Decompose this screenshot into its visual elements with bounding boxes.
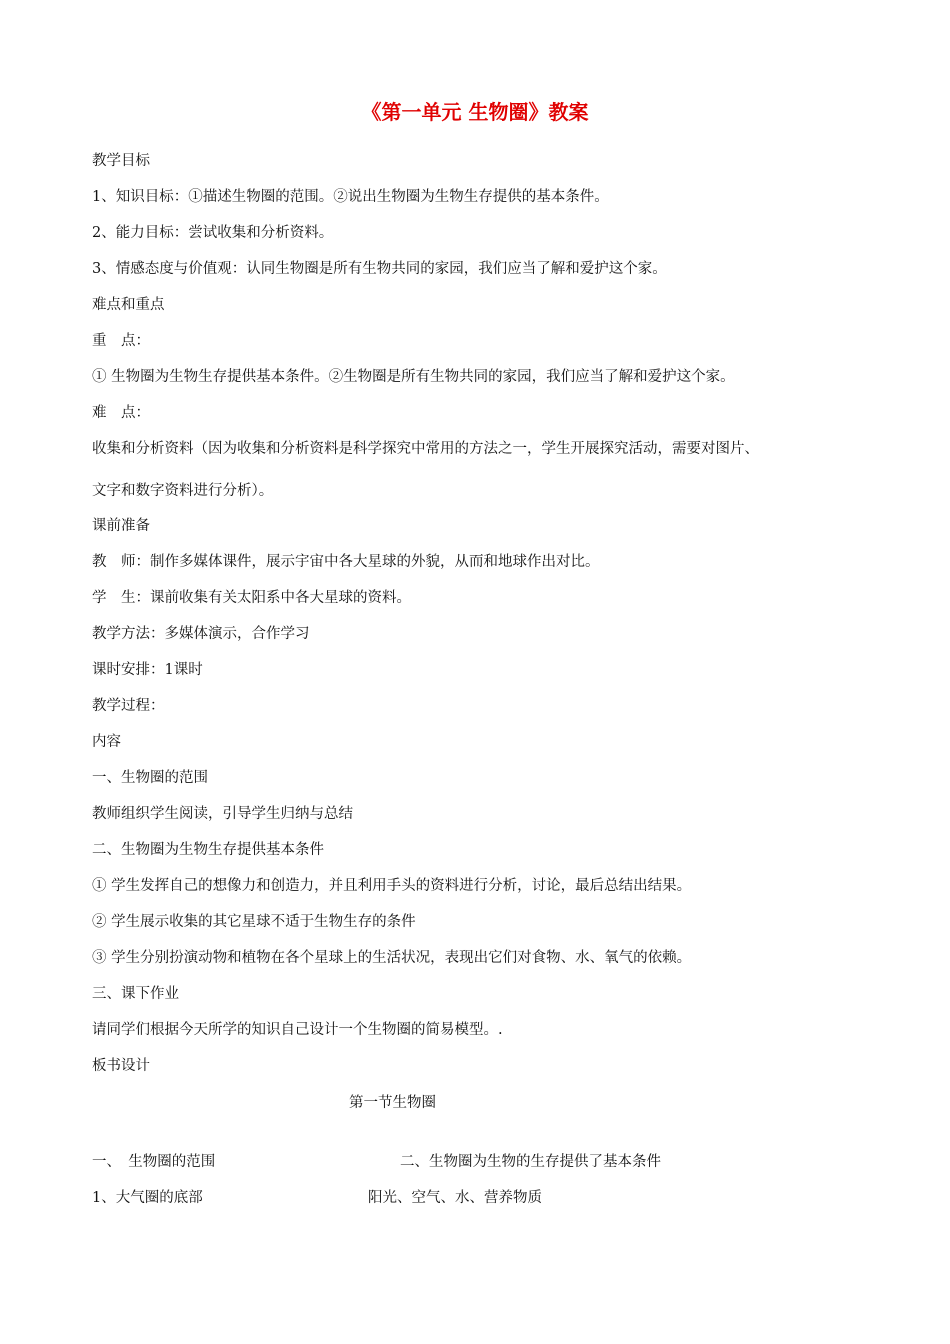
- part-one-text: 教师组织学生阅读，引导学生归纳与总结: [92, 806, 353, 822]
- board-row1-right: 二、生物圈为生物的生存提供了基本条件: [400, 1154, 661, 1170]
- difficulty-text-line1: 收集和分析资料（因为收集和分析资料是科学探究中常用的方法之一，学生开展探究活动，需要对图片、: [92, 441, 759, 457]
- part-one-heading: 一、生物圈的范围: [92, 770, 208, 786]
- board-row2-left: 1、大气圈的底部: [92, 1190, 203, 1206]
- section-heading-key-points: 难点和重点: [92, 297, 165, 313]
- document-title: 《第一单元 生物圈》教案: [361, 100, 589, 124]
- section-heading-preparation: 课前准备: [92, 518, 150, 534]
- objective-ability: 2、能力目标：尝试收集和分析资料。: [92, 225, 334, 241]
- preparation-student: 学 生：课前收集有关太阳系中各大星球的资料。: [92, 590, 411, 606]
- key-point-text: ① 生物圈为生物生存提供基本条件。②生物圈是所有生物共同的家园，我们应当了解和爱护这个家。: [92, 369, 735, 385]
- part-two-heading: 二、生物圈为生物生存提供基本条件: [92, 842, 324, 858]
- board-row1-left: 一、 生物圈的范围: [92, 1154, 216, 1170]
- section-heading-objectives: 教学目标: [92, 153, 150, 169]
- section-heading-process: 教学过程：: [92, 698, 165, 714]
- board-heading: 第一节生物圈: [349, 1095, 436, 1111]
- section-heading-board: 板书设计: [92, 1058, 150, 1074]
- class-hours: 课时安排：1课时: [92, 662, 203, 678]
- difficulty-label: 难 点：: [92, 405, 150, 421]
- part-two-item-1: ① 学生发挥自己的想像力和创造力，并且利用手头的资料进行分析，讨论，最后总结出结果。: [92, 878, 692, 894]
- board-row2-right: 阳光、空气、水、营养物质: [368, 1190, 542, 1206]
- difficulty-text-line2: 文字和数字资料进行分析）。: [92, 483, 274, 499]
- objective-attitude: 3、情感态度与价值观：认同生物圈是所有生物共同的家园，我们应当了解和爱护这个家。: [92, 261, 667, 277]
- objective-knowledge: 1、知识目标：①描述生物圈的范围。②说出生物圈为生物生存提供的基本条件。: [92, 189, 609, 205]
- part-three-heading: 三、课下作业: [92, 986, 179, 1002]
- part-two-item-2: ② 学生展示收集的其它星球不适于生物生存的条件: [92, 914, 416, 930]
- content-label: 内容: [92, 734, 121, 750]
- teaching-method: 教学方法：多媒体演示，合作学习: [92, 626, 310, 642]
- key-point-label: 重 点：: [92, 333, 150, 349]
- part-two-item-3: ③ 学生分别扮演动物和植物在各个星球上的生活状况，表现出它们对食物、水、氧气的依赖。: [92, 950, 692, 966]
- homework-text: 请同学们根据今天所学的知识自己设计一个生物圈的简易模型。.: [92, 1022, 503, 1038]
- preparation-teacher: 教 师：制作多媒体课件，展示宇宙中各大星球的外貌，从而和地球作出对比。: [92, 554, 600, 570]
